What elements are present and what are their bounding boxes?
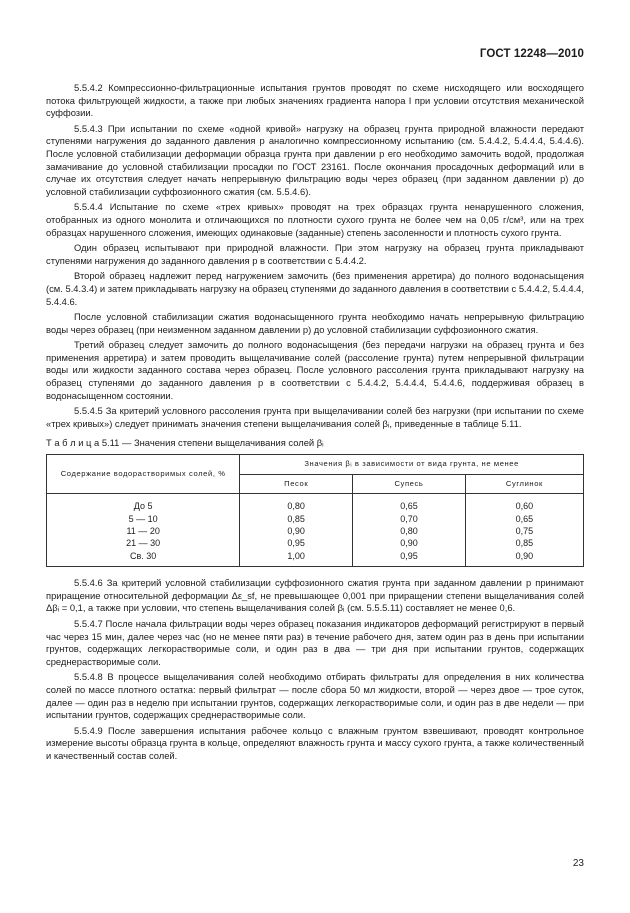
- table-cell: 0,70: [353, 513, 466, 525]
- table-header-sand: Песок: [240, 474, 353, 494]
- table-row: [47, 537, 584, 549]
- table-cell: 0,75: [465, 525, 583, 537]
- table-cell: 0,60: [465, 494, 583, 513]
- table-row: [47, 525, 584, 537]
- table-header-group: Значения βᵢ в зависимости от вида грунта, не менее: [240, 455, 584, 475]
- table-cell: 0,85: [240, 513, 353, 525]
- paragraph: 5.5.4.4 Испытание по схеме «трех кривых» проводят на трех образцах грунта ненарушенного сложения, отобранных из одного монолита и отличающихся по плотности сухого грунта не более чем на 0,05 г/см³, или на трех образцах нарушенного сложения, имеющих одинаковые (заданные) степень засоленности и плотность сухого грунта.: [46, 201, 584, 238]
- page-header: ГОСТ 12248—2010: [479, 48, 584, 60]
- table-cell: 5 — 10: [47, 513, 240, 525]
- table-row: [47, 550, 584, 567]
- paragraph: 5.5.4.5 За критерий условного рассоления грунта при выщелачивании солей без нагрузки (при испытании по схеме «трех кривых») следует принимать значения степени выщелачивания солей βᵢ, приведенные в таблице 5.11.: [46, 405, 584, 429]
- table-header-sandy-loam: Супесь: [353, 474, 466, 494]
- paragraph: Третий образец следует замочить до полного водонасыщения (без передачи нагрузки на образец грунта и без применения арретира) и затем проводить выщелачивание солей (рассоление грунта) путем непрерывной фильтрации воды или жидкости заданного состава через образец. После условного рассоления грунта прикладывают нагрузку на образец ступенями до заданного давления p в соответствии с 5.4.4.2, 5.4.4.4, 5.4.4.6, поддерживая образец в водонасыщенном состоянии.: [46, 339, 584, 401]
- paragraph: 5.5.4.3 При испытании по схеме «одной кривой» нагрузку на образец грунта природной влажности передают ступенями нагружения до заданного давления p аналогично компрессионному испытанию (см. 5.4.4.2, 5.4.4.4, 5.4.4.6). После условной стабилизации деформации образца грунта при давлении p его необходимо замочить водой, продолжая замачивание до условной стабилизации просадки по ГОСТ 23161. После окончания просадочных деформаций или в случае их отсутствия следует начать непрерывную фильтрацию воды через образец (при заданном давлении p) до условной стабилизации суффозионного сжатия (см. 5.5.4.6).: [46, 122, 584, 197]
- table-cell: 11 — 20: [47, 525, 240, 537]
- page-number: 23: [572, 858, 584, 869]
- paragraph: Один образец испытывают при природной влажности. При этом нагрузку на образец грунта прикладывают ступенями нагружения до заданного давления p в соответствии с 5.4.4.2.: [46, 242, 584, 266]
- table-caption: Т а б л и ц а 5.11 — Значения степени выщелачивания солей βᵢ: [46, 437, 324, 449]
- table-cell: 0,95: [240, 537, 353, 549]
- document-body: [46, 82, 584, 766]
- table-cell: 1,00: [240, 550, 353, 567]
- paragraph: 5.5.4.8 В процессе выщелачивания солей необходимо отбирать фильтраты для определения в них количества солей по массе плотного остатка: первый фильтрат — после сбора 50 мл жидкости, второй — через двое — трое суток, далее — один раз в неделю при испытании грунтов, содержащих легкорастворимые соли, и один раз в две недели — при испытании грунтов, содержащих среднерастворимые соли.: [46, 671, 584, 721]
- paragraph: После условной стабилизации сжатия водонасыщенного грунта необходимо начать непрерывную фильтрацию воды через образец (при неизменном заданном давлении p) до условной стабилизации суффозионного сжатия.: [46, 311, 584, 335]
- table-cell: 0,65: [353, 494, 466, 513]
- paragraph: 5.5.4.9 После завершения испытания рабочее кольцо с влажным грунтом взвешивают, проводят контрольное измерение высоты образца грунта в кольце, определяют влажность грунта и массу сухого грунта, а также количественный и качественный состав солей.: [46, 724, 584, 761]
- table-cell: До 5: [47, 494, 240, 513]
- table-cell: 21 — 30: [47, 537, 240, 549]
- table-row: [47, 494, 584, 513]
- table-row: [47, 513, 584, 525]
- table-cell: Св. 30: [47, 550, 240, 567]
- paragraph: 5.5.4.2 Компрессионно-фильтрационные испытания грунтов проводят по схеме нисходящего или восходящего потока фильтрующей жидкости, а также при любых значениях градиента напора I при условии отсутствия механической суффозии.: [46, 82, 584, 119]
- paragraph: 5.5.4.7 После начала фильтрации воды через образец показания индикаторов деформаций регистрируют в первый час через 15 мин, далее через час (но не менее пяти раз) в течение рабочего дня, затем один раз в день при испытании грунтов, содержащих легкорастворимые соли, и один раз в два — три дня при испытании грунтов, содержащих среднерастворимые соли.: [46, 618, 584, 667]
- table-header-salt-content: Содержание водорастворимых солей, %: [47, 455, 240, 494]
- table-cell: 0,90: [465, 550, 583, 567]
- table-header-loam: Суглинок: [465, 474, 583, 494]
- paragraph: 5.5.4.6 За критерий условной стабилизации суффозионного сжатия грунта при заданном давлении p принимают приращение относительной деформации Δε_sf, не превышающее 0,001 при приращении степени выщелачивания солей Δβᵢ = 0,1, а также при условии, что степень выщелачивания солей βᵢ (см. 5.5.5.11) составляет не менее 0,6.: [46, 577, 584, 614]
- table-cell: 0,85: [465, 537, 583, 549]
- table-cell: 0,80: [353, 525, 466, 537]
- table-cell: 0,65: [465, 513, 583, 525]
- table-cell: 0,80: [240, 494, 353, 513]
- salt-leaching-table: [46, 454, 584, 567]
- table-cell: 0,95: [353, 550, 466, 567]
- table-cell: 0,90: [240, 525, 353, 537]
- paragraph: Второй образец надлежит перед нагружением замочить (без применения арретира) до полного водонасыщения (см. 5.4.3.4) и затем прикладывать нагрузку на образец ступенями до заданного давления в соответствии с 5.4.4.2, 5.4.4.4, 5.4.4.6.: [46, 270, 584, 307]
- table-cell: 0,90: [353, 537, 466, 549]
